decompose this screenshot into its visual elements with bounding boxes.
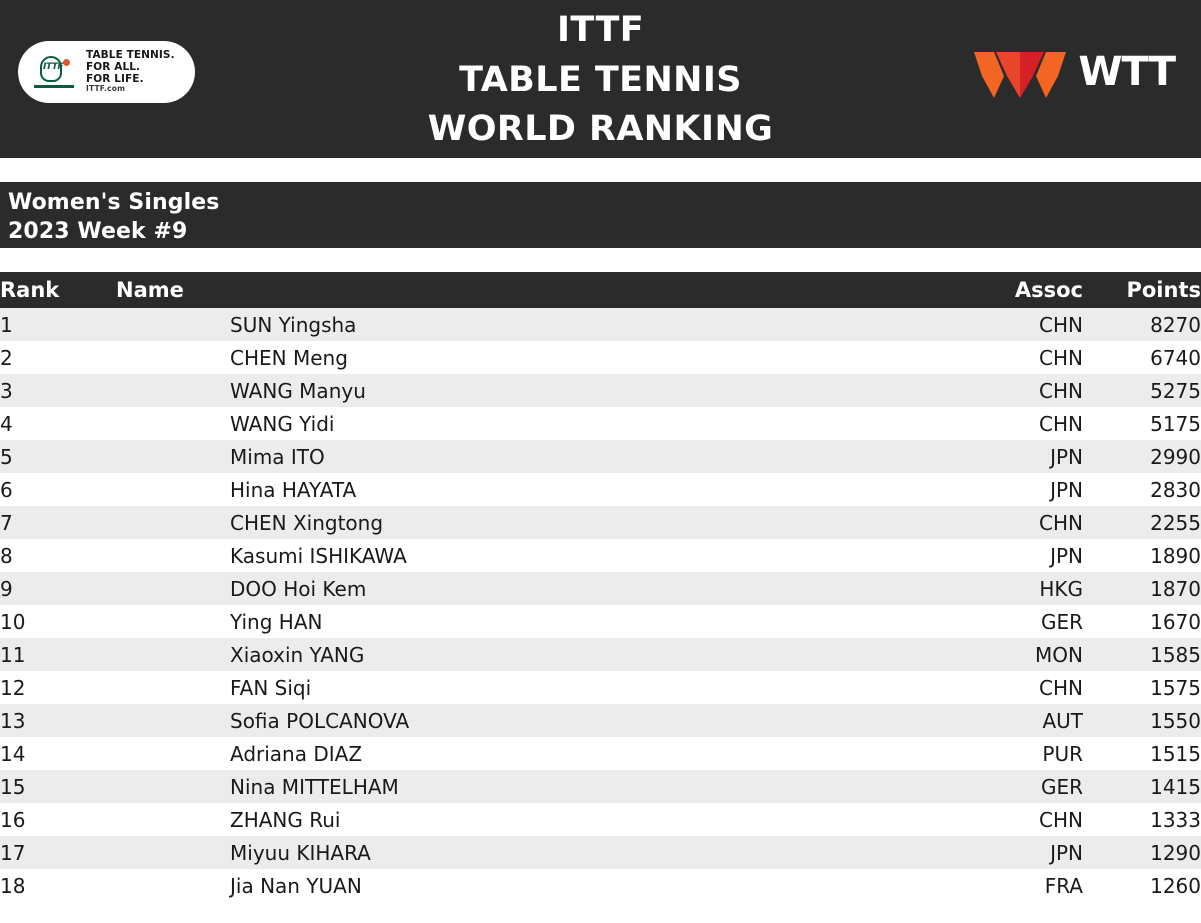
player-name: Adriana DIAZ <box>230 741 363 766</box>
category-week: 2023 Week #9 <box>8 219 188 245</box>
cell-points: 5275 <box>1083 374 1201 407</box>
player-name: WANG Yidi <box>230 411 335 436</box>
cell-points: 1415 <box>1083 770 1201 803</box>
table-row <box>0 473 1201 506</box>
cell-points: 6740 <box>1083 341 1201 374</box>
table-head <box>0 272 1201 308</box>
cell-rank: 13 <box>0 704 116 737</box>
cell-points: 1870 <box>1083 572 1201 605</box>
cell-name <box>116 374 960 407</box>
cell-rank: 15 <box>0 770 116 803</box>
cell-rank: 18 <box>0 869 116 902</box>
header-spacer <box>0 158 1201 182</box>
table-row <box>0 737 1201 770</box>
cell-name <box>116 836 960 869</box>
cell-points: 2255 <box>1083 506 1201 539</box>
player-name: CHEN Xingtong <box>230 510 384 535</box>
cell-points: 8270 <box>1083 308 1201 341</box>
cell-assoc: JPN <box>960 440 1083 473</box>
cell-name <box>116 506 960 539</box>
player-name: DOO Hoi Kem <box>230 576 367 601</box>
cell-rank: 1 <box>0 308 116 341</box>
ittf-tagline-1: TABLE TENNIS. <box>86 49 175 62</box>
cell-name <box>116 473 960 506</box>
player-name: CHEN Meng <box>230 345 348 370</box>
ittf-mark-text: ITTF <box>43 62 63 72</box>
cell-rank: 12 <box>0 671 116 704</box>
cell-rank: 5 <box>0 440 116 473</box>
cell-rank: 9 <box>0 572 116 605</box>
column-header-name: Name <box>116 272 960 308</box>
cell-rank: 8 <box>0 539 116 572</box>
ittf-tagline-3: FOR LIFE. <box>86 72 144 85</box>
wtt-chevron-icon <box>974 46 1066 98</box>
player-name: Miyuu KIHARA <box>230 840 371 865</box>
cell-points: 1333 <box>1083 803 1201 836</box>
title-line-3: WORLD RANKING <box>427 109 774 150</box>
cell-assoc: CHN <box>960 506 1083 539</box>
cell-assoc: CHN <box>960 407 1083 440</box>
cell-rank: 16 <box>0 803 116 836</box>
cell-points: 1670 <box>1083 605 1201 638</box>
cell-rank: 7 <box>0 506 116 539</box>
player-name: Hina HAYATA <box>230 477 357 502</box>
cell-name <box>116 539 960 572</box>
cell-rank: 17 <box>0 836 116 869</box>
player-name: Sofia POLCANOVA <box>230 708 410 733</box>
table-header-row <box>0 272 1201 308</box>
cell-points: 1290 <box>1083 836 1201 869</box>
player-name: FAN Siqi <box>230 675 312 700</box>
cell-name <box>116 341 960 374</box>
table-row <box>0 407 1201 440</box>
cell-points: 1585 <box>1083 638 1201 671</box>
cell-assoc: GER <box>960 605 1083 638</box>
cell-assoc: GER <box>960 770 1083 803</box>
cell-assoc: CHN <box>960 341 1083 374</box>
player-name: ZHANG Rui <box>230 807 341 832</box>
cell-name <box>116 770 960 803</box>
cell-points: 1890 <box>1083 539 1201 572</box>
player-name: Jia Nan YUAN <box>230 873 362 898</box>
cell-name <box>116 803 960 836</box>
cell-assoc: JPN <box>960 473 1083 506</box>
player-name: Mima ITO <box>230 444 325 469</box>
player-name: WANG Manyu <box>230 378 366 403</box>
cell-points: 1575 <box>1083 671 1201 704</box>
cell-rank: 14 <box>0 737 116 770</box>
cell-rank: 6 <box>0 473 116 506</box>
cell-assoc: AUT <box>960 704 1083 737</box>
cell-assoc: FRA <box>960 869 1083 902</box>
player-name: SUN Yingsha <box>230 312 357 337</box>
cell-points: 1260 <box>1083 869 1201 902</box>
cell-points: 1515 <box>1083 737 1201 770</box>
table-row <box>0 572 1201 605</box>
cell-points: 5175 <box>1083 407 1201 440</box>
title-line-2: TABLE TENNIS <box>459 59 742 100</box>
page-header <box>0 0 1201 158</box>
player-name: Kasumi ISHIKAWA <box>230 543 407 568</box>
wtt-logo-text: WTT <box>1078 49 1175 95</box>
column-header-rank: Rank <box>0 272 116 308</box>
player-name: Nina MITTELHAM <box>230 774 399 799</box>
category-spacer <box>0 248 1201 272</box>
table-row <box>0 506 1201 539</box>
cell-assoc: HKG <box>960 572 1083 605</box>
table-row <box>0 704 1201 737</box>
cell-rank: 10 <box>0 605 116 638</box>
cell-assoc: PUR <box>960 737 1083 770</box>
ittf-website: ITTF.com <box>86 84 126 94</box>
player-name: Ying HAN <box>230 609 323 634</box>
category-event: Women's Singles <box>8 190 220 215</box>
table-row <box>0 836 1201 869</box>
cell-name <box>116 572 960 605</box>
cell-name <box>116 671 960 704</box>
player-name: Xiaoxin YANG <box>230 642 365 667</box>
table-row <box>0 770 1201 803</box>
title-line-1: ITTF <box>556 10 645 50</box>
table-row <box>0 671 1201 704</box>
cell-points: 2830 <box>1083 473 1201 506</box>
cell-rank: 11 <box>0 638 116 671</box>
cell-name <box>116 737 960 770</box>
table-row <box>0 308 1201 341</box>
column-header-assoc: Assoc <box>960 272 1083 308</box>
cell-rank: 2 <box>0 341 116 374</box>
cell-assoc: JPN <box>960 836 1083 869</box>
table-row <box>0 638 1201 671</box>
cell-rank: 4 <box>0 407 116 440</box>
table-row <box>0 605 1201 638</box>
cell-assoc: JPN <box>960 539 1083 572</box>
cell-name <box>116 605 960 638</box>
ranking-table <box>0 272 1201 902</box>
table-row <box>0 869 1201 902</box>
table-row <box>0 539 1201 572</box>
column-header-points: Points <box>1083 272 1201 308</box>
category-bar <box>0 182 1201 248</box>
cell-points: 2990 <box>1083 440 1201 473</box>
wtt-logo <box>974 46 1175 98</box>
ittf-tagline-2: FOR ALL. <box>86 60 141 73</box>
cell-assoc: CHN <box>960 803 1083 836</box>
cell-assoc: CHN <box>960 308 1083 341</box>
cell-assoc: CHN <box>960 671 1083 704</box>
table-row <box>0 803 1201 836</box>
cell-name <box>116 308 960 341</box>
cell-name <box>116 704 960 737</box>
cell-name <box>116 440 960 473</box>
cell-points: 1550 <box>1083 704 1201 737</box>
table-row <box>0 341 1201 374</box>
table-row <box>0 440 1201 473</box>
cell-assoc: CHN <box>960 374 1083 407</box>
cell-assoc: MON <box>960 638 1083 671</box>
table-row <box>0 374 1201 407</box>
cell-name <box>116 869 960 902</box>
cell-name <box>116 407 960 440</box>
cell-name <box>116 638 960 671</box>
cell-rank: 3 <box>0 374 116 407</box>
table-body <box>0 308 1201 902</box>
